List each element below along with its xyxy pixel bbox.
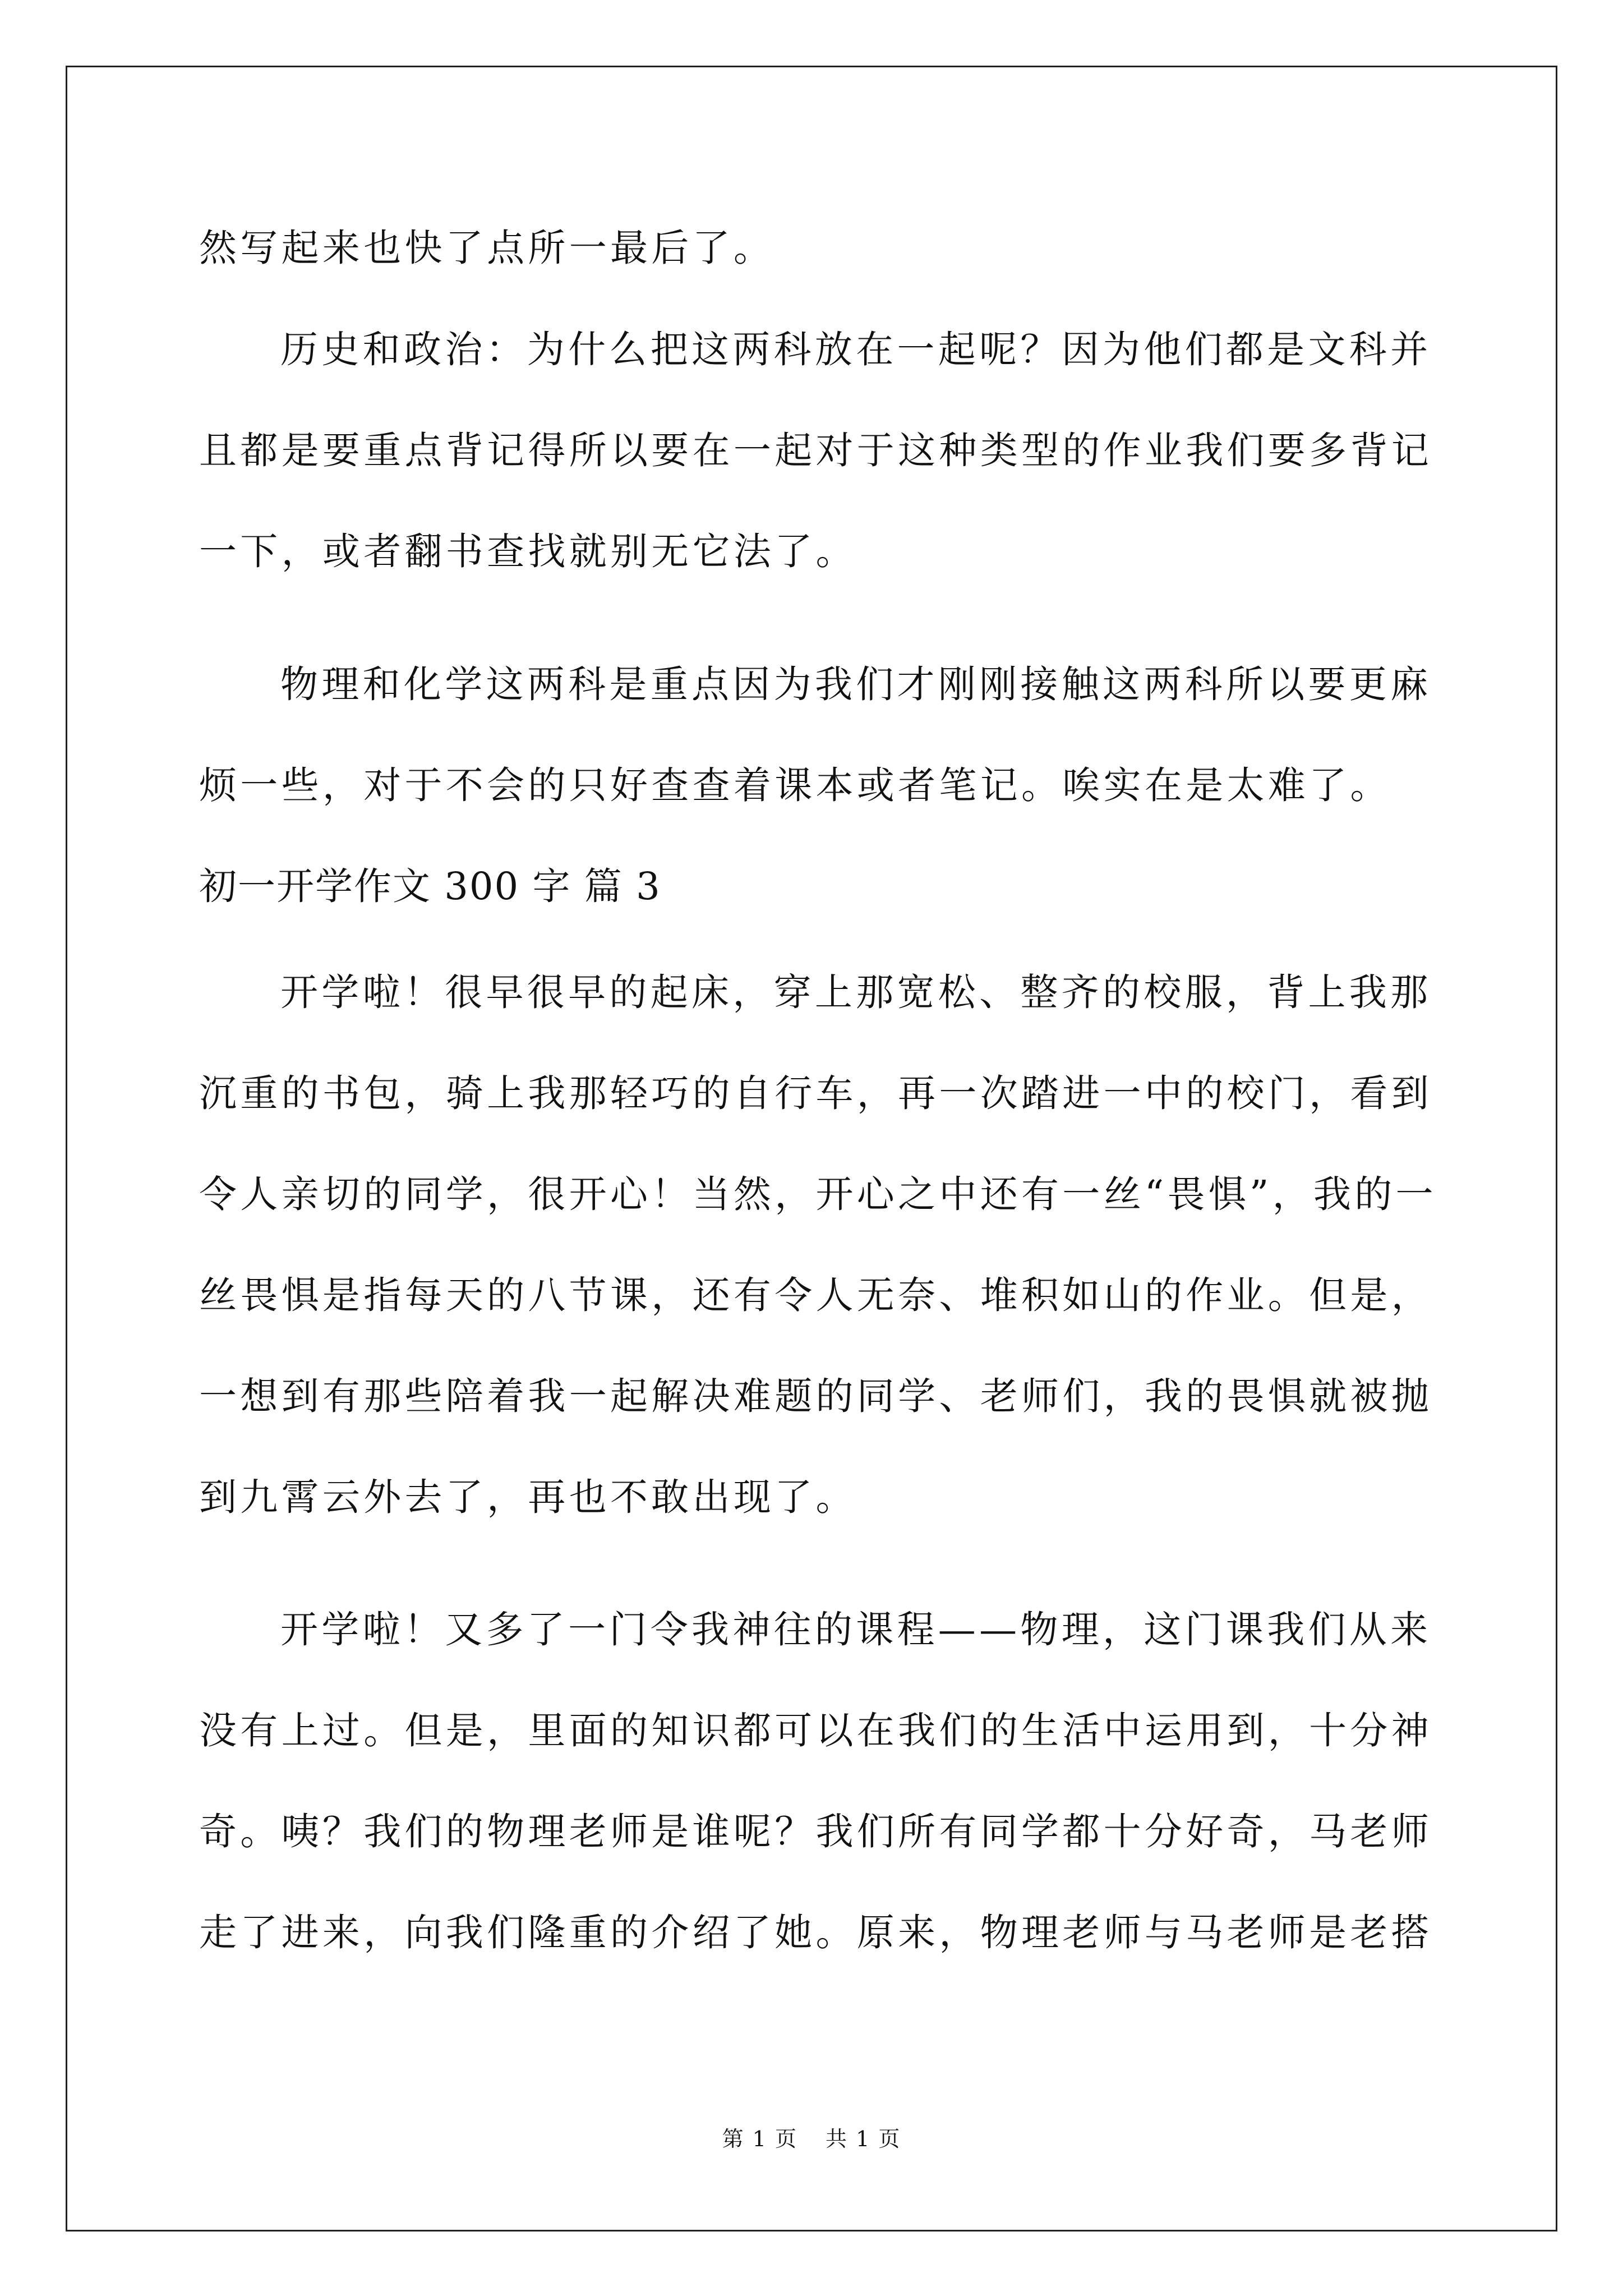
text-line: 烦一些，对于不会的只好查查着课本或者笔记。唉实在是太难了。 <box>199 763 1391 807</box>
text-line: 开学啦！很早很早的起床，穿上那宽松、整齐的校服，背上我那 <box>280 970 1432 1014</box>
page-number: 第 1 页 <box>722 2127 797 2151</box>
text-line: 开学啦！又多了一门令我神往的课程——物理，这门课我们从来 <box>280 1608 1432 1651</box>
page-footer <box>0 2126 1623 2152</box>
text-line: 走了进来，向我们隆重的介绍了她。原来，物理老师与马老师是老搭 <box>199 1911 1432 1954</box>
text-line: 没有上过。但是，里面的知识都可以在我们的生活中运用到，十分神 <box>199 1709 1432 1752</box>
text-line: 且都是要重点背记得所以要在一起对于这种类型的作业我们要多背记 <box>199 429 1432 472</box>
text-line: 到九霄云外去了，再也不敢出现了。 <box>199 1475 857 1519</box>
text-line: 然写起来也快了点所一最后了。 <box>199 226 775 270</box>
text-line: 历史和政治：为什么把这两科放在一起呢？因为他们都是文科并 <box>280 328 1432 371</box>
text-line: 丝畏惧是指每天的八节课，还有令人无奈、堆积如山的作业。但是， <box>199 1273 1432 1317</box>
text-line: 沉重的书包，骑上我那轻巧的自行车，再一次踏进一中的校门，看到 <box>199 1071 1432 1115</box>
text-line: 令人亲切的同学，很开心！当然，开心之中还有一丝“畏惧”，我的一 <box>199 1172 1437 1216</box>
text-line: 奇。咦？我们的物理老师是谁呢？我们所有同学都十分好奇，马老师 <box>199 1810 1432 1853</box>
text-line: 物理和化学这两科是重点因为我们才刚刚接触这两科所以要更麻 <box>280 662 1432 706</box>
text-line: 一下，或者翻书查找就别无它法了。 <box>199 530 857 573</box>
page-total: 共 1 页 <box>826 2127 901 2151</box>
section-heading: 初一开学作文 300 字 篇 3 <box>199 864 661 908</box>
text-line: 一想到有那些陪着我一起解决难题的同学、老师们，我的畏惧就被抛 <box>199 1374 1432 1418</box>
page-border <box>66 66 1557 2231</box>
